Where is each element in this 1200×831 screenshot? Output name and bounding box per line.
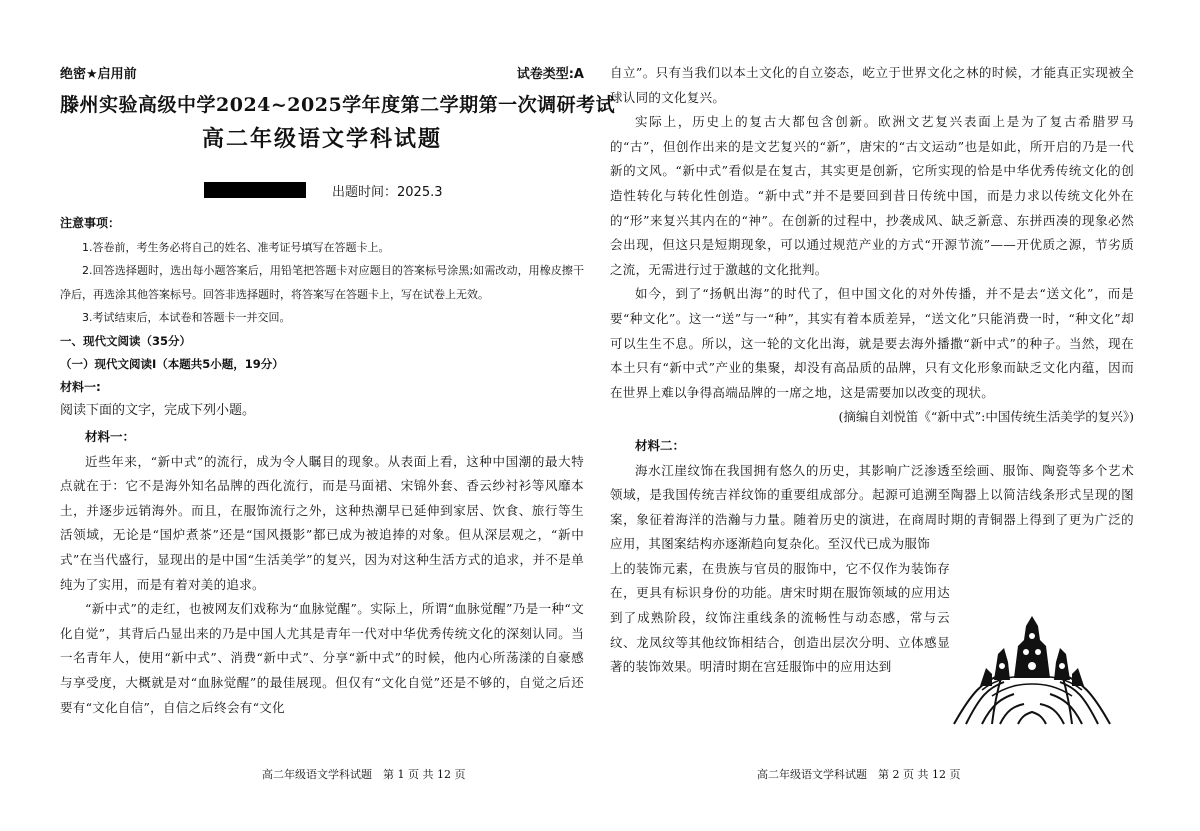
footer-page-2: 高二年级语文学科试题 第 2 页 共 12 页: [757, 768, 961, 781]
school-title: 滕州实验高级中学2024~2025学年度第二学期第一次调研考试: [60, 94, 616, 116]
paper-type-label: 试卷类型:A: [516, 67, 584, 82]
secret-label: 绝密★启用前: [60, 67, 137, 82]
header-line: [60, 63, 584, 82]
citation: (摘编自刘悦笛《“新中式”:中国传统生活美学的复兴》): [838, 409, 1134, 425]
notice-item-1: 1.答卷前，考生务必将自己的姓名、准考证号填写在答题卡上。: [82, 240, 390, 254]
notice-item-3: 3.考试结束后，本试卷和答题卡一并交回。: [82, 311, 291, 324]
paragraph: 海水江崖纹饰在我国拥有悠久的历史，其影响广泛渗透至绘画、服饰、陶瓷等多个艺术领域，是我国传统吉祥纹饰的重要组成部分。起源可追溯至陶器上以简洁线条形式呈现的图案，象征着海洋的浩瀚与力量。随着历史的演进，在商周时期的青铜器上得到了更为广泛的应用，其图案结构亦逐渐趋向复杂化。至汉代已成为服饰: [610, 462, 1134, 552]
paragraph: 实际上，历史上的复古大都包含创新。欧洲文艺复兴表面上是为了复古希腊罗马的“古”，但创作出来的是文艺复兴的“新”，唐宋的“古文运动”也是如此，所开启的乃是一代新的文风。“新中式”看似是在复古，其实更是创新，它所实现的恰是中华优秀传统文化的创造性转化与转化性创造。“新中式”并不是要回到昔日传统中国，而是力求以传统文化外在的“形”来复兴其内在的“神”。在创新的过程中，抄袭成风、缺乏新意、东拼西凑的现象必然会出现，但这只是短期现象，可以通过规范产业的方式“开源节流”——开优质之源，节劣质之流，无需进行过于激越的文化批判。: [610, 114, 1134, 277]
exam-time: 出题时间：2025.3: [332, 185, 443, 200]
notice-heading: 注意事项：: [60, 216, 121, 230]
right-body-text: [610, 61, 1134, 680]
paragraph: 自立”。只有当我们以本土文化的自立姿态，屹立于世界文化之林的时候，才能真正实现被全球认同的文化复兴。: [610, 65, 1134, 105]
paragraph: 近些年来，“新中式”的流行，成为令人瞩目的现象。从表面上看，这种中国潮的最大特点就在于：它不是海外知名品牌的西化流行，而是马面裙、宋锦外套、香云纱衬衫等风靡本土，并逐步远销海外。而且，在服饰流行之外，这种热潮早已延伸到家居、饮食、旅行等生活领域，无论是“国炉煮茶”还是“国风摄影”都已成为被追捧的对象。但从深层观之，“新中式”在当代盛行，显现出的是中国“生活美学”的复兴，因为对这种生活方式的追求，并不是单纯为了实用，而是有着对美的追求。: [60, 453, 584, 592]
sea-cliff-pattern-image: [952, 612, 1112, 726]
material-one-title: 材料一：: [85, 429, 136, 444]
redaction-bar: [204, 182, 306, 198]
paragraph: 上的装饰元素，在贵族与官员的服饰中，它不仅作为装饰存在，更具有标识身份的功能。唐宋时期在服饰领域的应用达到了成熟阶段，纹饰注重线条的流畅性与动态感，常与云纹、龙凤纹等其他纹饰相结合，创造出层次分明、立体感显著的装饰效果。明清时期在宫廷服饰中的应用达到: [610, 560, 950, 675]
part-one-heading: 一、现代文阅读（35分）: [60, 333, 192, 348]
material-label: 材料一:: [60, 380, 101, 394]
notice-block: [60, 212, 584, 377]
footer-page-1: 高二年级语文学科试题 第 1 页 共 12 页: [262, 768, 466, 781]
reading-one-heading: （一）现代文阅读Ⅰ（本题共5小题，19分）: [60, 357, 284, 371]
instruction-text: 阅读下面的文字，完成下列小题。: [60, 403, 256, 418]
paragraph: “新中式”的走红，也被网友们戏称为“血脉觉醒”。实际上，所谓“血脉觉醒”乃是一种“文化自觉”，其背后凸显出来的乃是中国人尤其是青年一代对中华优秀传统文化的深刻认同。当一名青年人，使用“新中式”、消费“新中式”、分享“新中式”的时候，他内心所荡漾的自豪感与享受度，大概就是对“血脉觉醒”的最佳展现。但仅有“文化自觉”还是不够的，自觉之后还要有“文化自信”，自信之后终会有“文化: [60, 601, 584, 715]
notice-item-2: 2.回答选择题时，选出每小题答案后，用铅笔把答题卡对应题目的答案标号涂黑;如需改动，用橡皮擦干净后，再选涂其他答案标号。回答非选择题时，将答案写在答题卡上，写在试卷上无效。: [60, 264, 584, 301]
left-body-text: [60, 425, 584, 720]
subject-title: 高二年级语文学科试题: [201, 127, 442, 152]
paragraph: 如今，到了“扬帆出海”的时代了，但中国文化的对外传播，并不是去“送文化”，而是要“种文化”。这一“送”与一“种”，其实有着本质差异，“送文化”只能消费一时，“种文化”却可以生生不息。所以，这一轮的文化出海，就是要去海外播撒“新中式”的种子。当然，现在本土只有“新中式”产业的集聚，却没有高品质的品牌，只有文化形象而缺乏文化内蕴，因而在世界上难以争得高端品牌的一席之地，这是需要加以改变的现状。: [610, 286, 1134, 400]
material-intro: [60, 376, 584, 422]
material-two-title: 材料二：: [635, 437, 686, 453]
